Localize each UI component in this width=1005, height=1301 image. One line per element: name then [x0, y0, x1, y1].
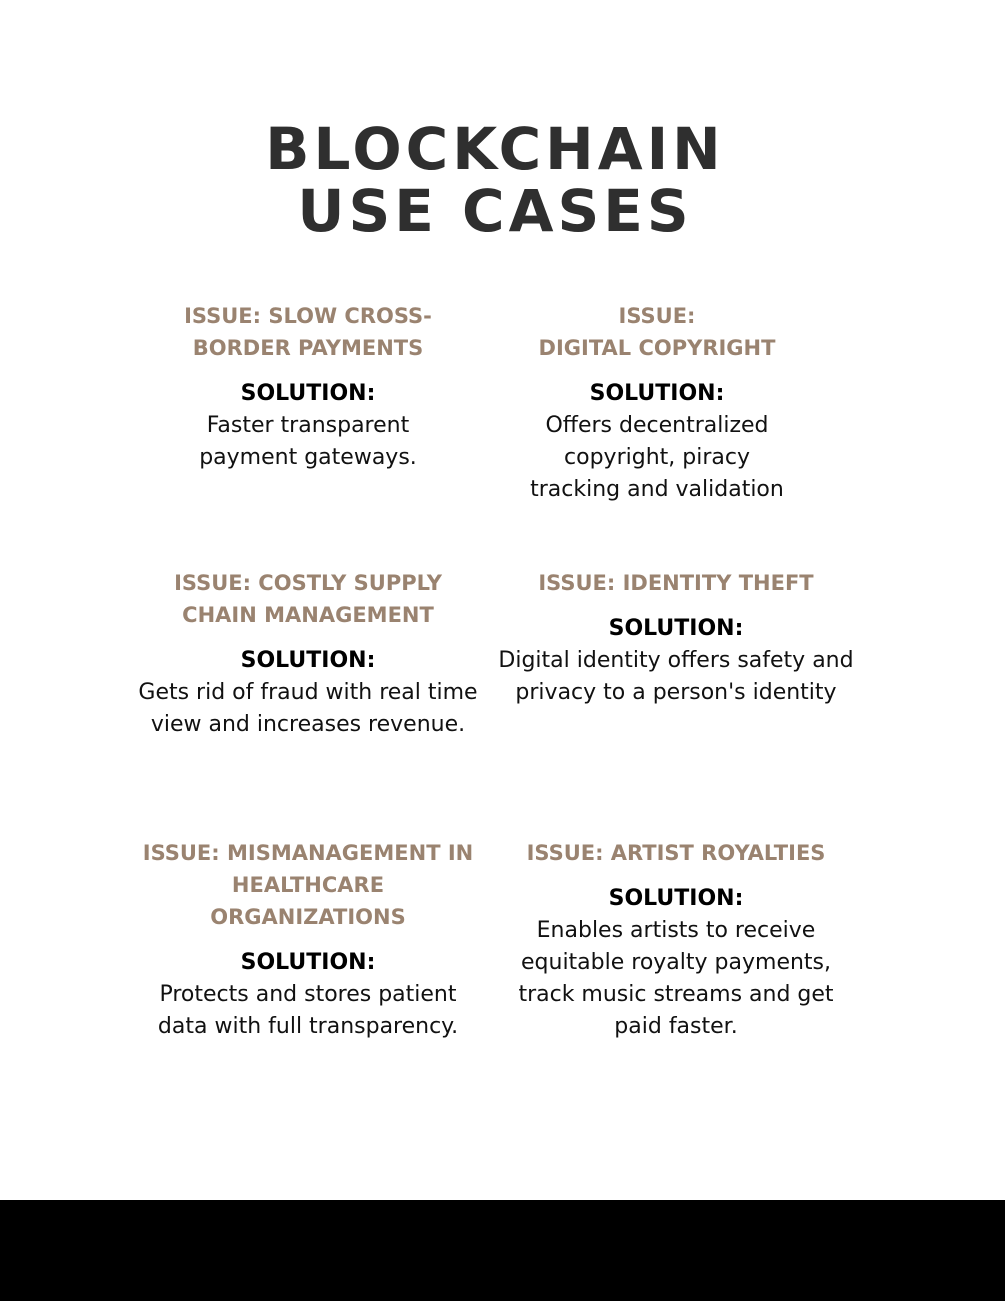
- solution-label: SOLUTION:: [240, 381, 376, 406]
- issue-heading: ISSUE: MISMANAGEMENT IN HEALTHCARE ORGANIZATIONS: [142, 841, 474, 929]
- solution-label: SOLUTION:: [589, 381, 725, 406]
- issue-heading: ISSUE: SLOW CROSS- BORDER PAYMENTS: [184, 304, 432, 360]
- page-title: [0, 115, 990, 245]
- solution-text: Gets rid of fraud with real time view and increases revenue.: [138, 680, 478, 737]
- use-case-card-royalties: [496, 837, 856, 1043]
- solution-text: Digital identity offers safety and privacy to a person's identity: [498, 648, 854, 705]
- solution-text: Protects and stores patient data with full transparency.: [157, 982, 459, 1039]
- footer-bar: [0, 1200, 1005, 1301]
- issue-heading: ISSUE: COSTLY SUPPLY CHAIN MANAGEMENT: [174, 571, 442, 627]
- use-case-card-payments: [128, 300, 488, 474]
- solution-text: Faster transparent payment gateways.: [199, 413, 417, 470]
- use-case-card-healthcare: [128, 837, 488, 1043]
- solution-label: SOLUTION:: [608, 886, 744, 911]
- use-case-card-supply-chain: [128, 567, 488, 741]
- issue-heading: ISSUE: DIGITAL COPYRIGHT: [538, 304, 776, 360]
- use-case-card-copyright: [477, 300, 837, 506]
- use-case-card-identity: [496, 567, 856, 709]
- solution-label: SOLUTION:: [608, 616, 744, 641]
- issue-heading: ISSUE: ARTIST ROYALTIES: [526, 841, 826, 865]
- title-line-2: USE CASES: [297, 177, 693, 245]
- solution-text: Enables artists to receive equitable royalty payments, track music streams and get paid faster.: [518, 918, 834, 1039]
- title-line-1: BLOCKCHAIN: [265, 115, 725, 183]
- solution-label: SOLUTION:: [240, 648, 376, 673]
- solution-label: SOLUTION:: [240, 950, 376, 975]
- issue-heading: ISSUE: IDENTITY THEFT: [538, 571, 814, 595]
- solution-text: Offers decentralized copyright, piracy tracking and validation: [530, 413, 784, 502]
